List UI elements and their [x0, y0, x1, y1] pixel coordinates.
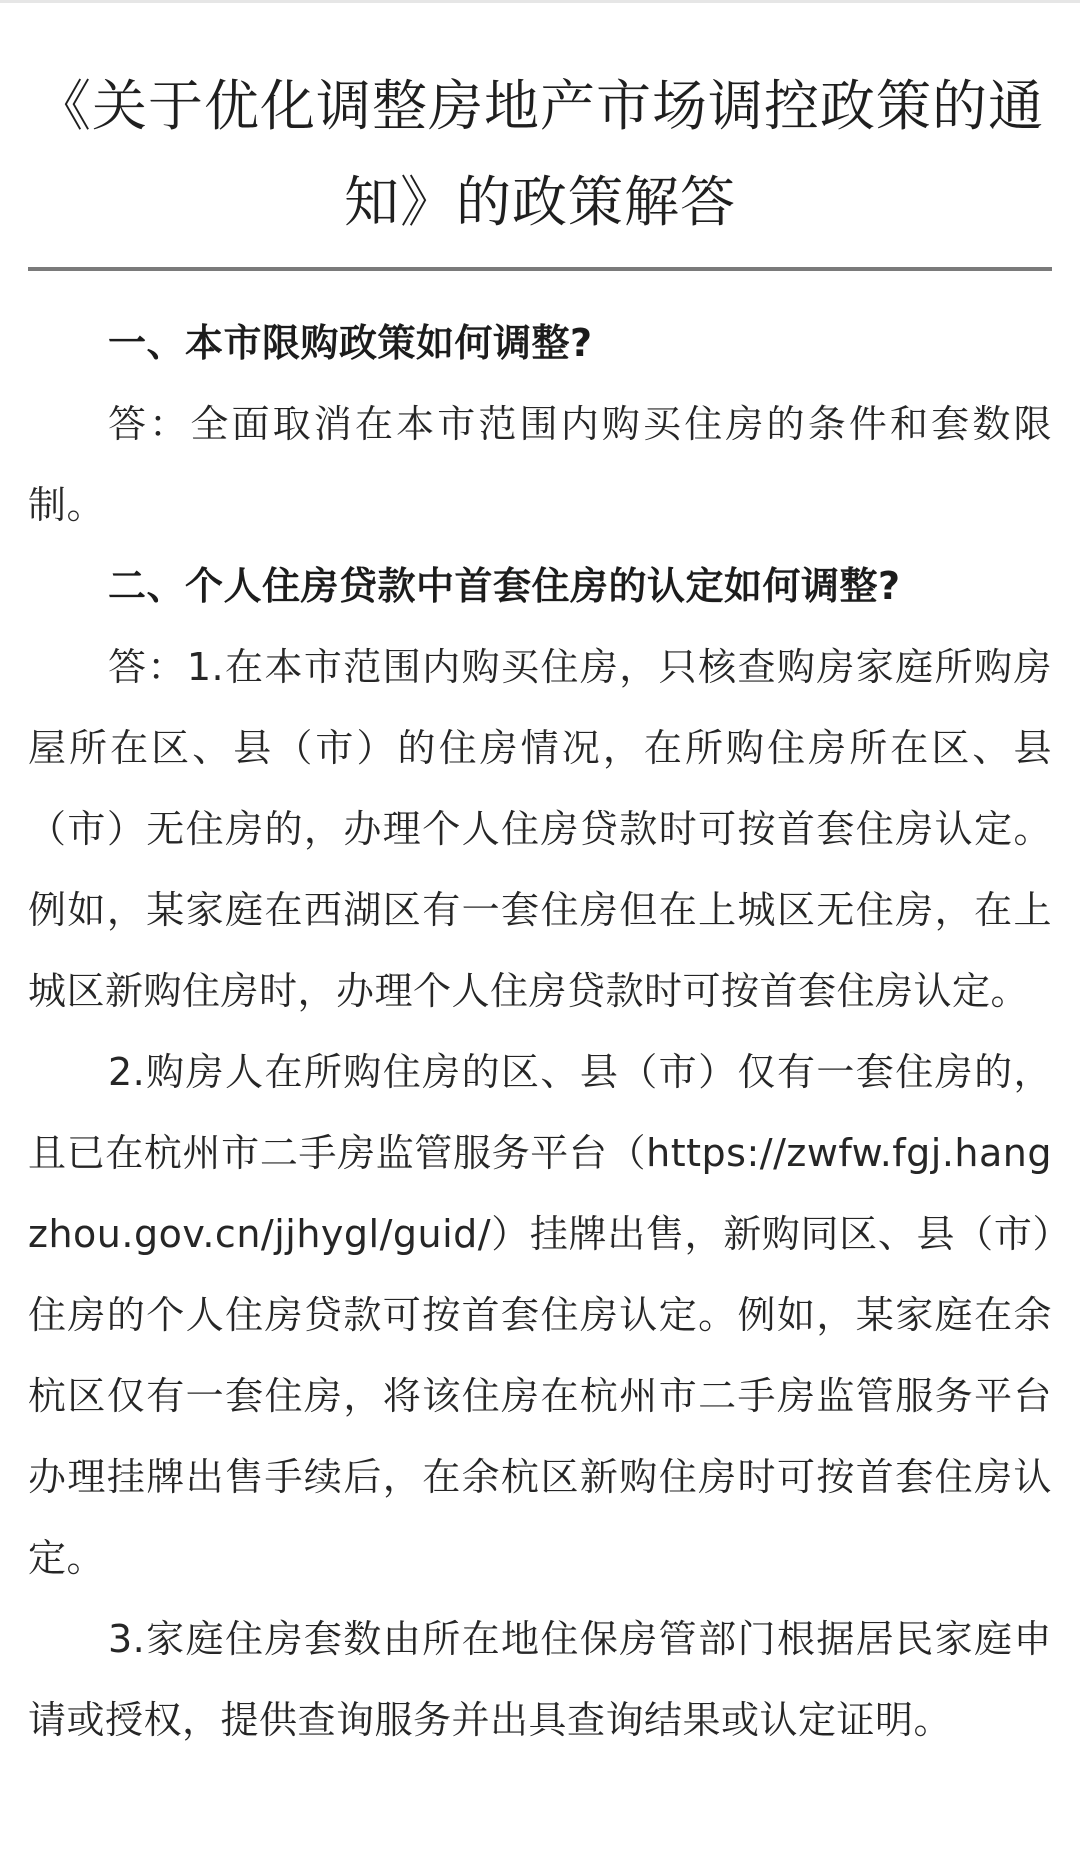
- answer-paragraph: 答：1.在本市范围内购买住房，只核查购房家庭所购房屋所在区、县（市）的住房情况，在所购住房所在区、县（市）无住房的，办理个人住房贷款时可按首套住房认定。例如，某家庭在西湖区有一套住房但在上城区无住房，在上城区新购住房时，办理个人住房贷款时可按首套住房认定。: [28, 645, 1052, 1013]
- top-hairline: [0, 0, 1080, 3]
- article-body: [28, 303, 1052, 1761]
- question-heading: 二、个人住房贷款中首套住房的认定如何调整?: [108, 564, 901, 608]
- title-divider: [28, 267, 1052, 271]
- answer-paragraph: 答：全面取消在本市范围内购买住房的条件和套数限制。: [28, 402, 1052, 527]
- answer-paragraph: 2.购房人在所购住房的区、县（市）仅有一套住房的，且已在杭州市二手房监管服务平台（https://zwfw.fgj.hangzhou.gov.cn/jjhygl/guid/）挂牌出售，新购同区、县（市）住房的个人住房贷款可按首套住房认定。例如，某家庭在余杭区仅有一套住房，将该住房在杭州市二手房监管服务平台办理挂牌出售手续后，在余杭区新购住房时可按首套住房认定。: [28, 1050, 1052, 1580]
- question-heading: 一、本市限购政策如何调整?: [108, 321, 593, 365]
- answer-paragraph: 3.家庭住房套数由所在地住保房管部门根据居民家庭申请或授权，提供查询服务并出具查询结果或认定证明。: [28, 1617, 1052, 1742]
- page-title: 《关于优化调整房地产市场调控政策的通知》的政策解答: [35, 74, 1044, 234]
